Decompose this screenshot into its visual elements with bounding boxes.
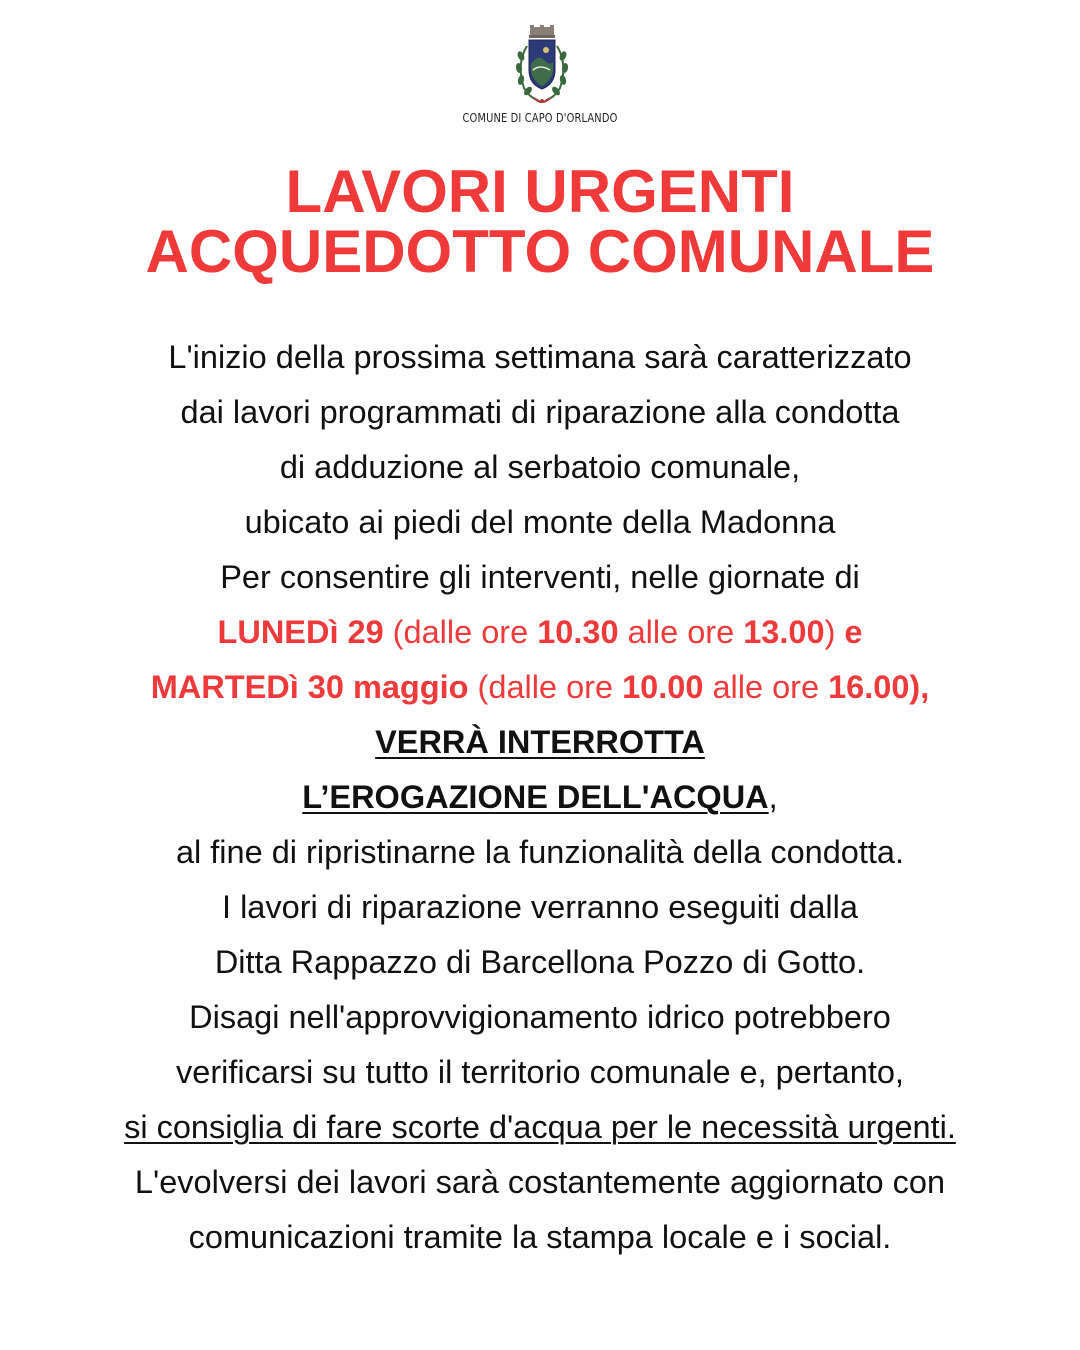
notice-interruption-1 (0, 715, 1080, 770)
notice-interruption-2 (0, 770, 1080, 825)
body-line-15: comunicazioni tramite la stampa locale e i social. (188, 1219, 892, 1255)
page-title (0, 158, 1080, 285)
municipal-coat-of-arms-icon (510, 24, 574, 110)
monday-open: (dalle ore (383, 614, 538, 650)
notice-body (0, 330, 1080, 1265)
body-line-1: L'inizio della prossima settimana sarà caratterizzato (168, 339, 912, 375)
schedule-monday (0, 605, 1080, 660)
tuesday-day: MARTEDì 30 maggio (150, 669, 469, 705)
tuesday-end: 16.00 (828, 669, 910, 705)
monday-end: 13.00 (743, 614, 825, 650)
tuesday-close: ), (909, 669, 930, 705)
body-line-12: verificarsi su tutto il territorio comunale e, pertanto, (176, 1054, 904, 1090)
body-line-5: Per consentire gli interventi, nelle giornate di (220, 559, 860, 595)
schedule-tuesday (0, 660, 1080, 715)
municipality-name: COMUNE DI CAPO D'ORLANDO (462, 111, 618, 125)
body-line-10: Ditta Rappazzo di Barcellona Pozzo di Gotto. (214, 944, 866, 980)
body-line-8: al fine di ripristinarne la funzionalità della condotta. (175, 834, 905, 870)
body-line-14: L'evolversi dei lavori sarà costantemente aggiornato con (134, 1164, 946, 1200)
interruption-comma: , (768, 779, 778, 815)
body-line-4: ubicato ai piedi del monte della Madonna (244, 504, 836, 540)
interruption-text-2: L’EROGAZIONE DELL'ACQUA (302, 779, 769, 815)
monday-close: ) (824, 614, 845, 650)
advice-text: si consiglia di fare scorte d'acqua per le necessità urgenti. (124, 1109, 956, 1145)
body-line-2: dai lavori programmati di riparazione alla condotta (180, 394, 900, 430)
advice-line (0, 1100, 1080, 1155)
monday-conj: e (844, 614, 863, 650)
body-line-11: Disagi nell'approvvigionamento idrico potrebbero (189, 999, 891, 1035)
tuesday-mid: alle ore (703, 669, 829, 705)
title-line-2: ACQUEDOTTO COMUNALE (145, 218, 935, 285)
monday-mid: alle ore (618, 614, 744, 650)
monday-day: LUNEDì 29 (217, 614, 384, 650)
tuesday-start: 10.00 (622, 669, 704, 705)
monday-start: 10.30 (537, 614, 619, 650)
title-line-1: LAVORI URGENTI (285, 158, 795, 225)
tuesday-open: (dalle ore (468, 669, 623, 705)
body-line-3: di adduzione al serbatoio comunale, (279, 449, 801, 485)
interruption-text-1: VERRÀ INTERROTTA (375, 724, 705, 760)
body-line-9: I lavori di riparazione verranno eseguiti dalla (222, 889, 858, 925)
